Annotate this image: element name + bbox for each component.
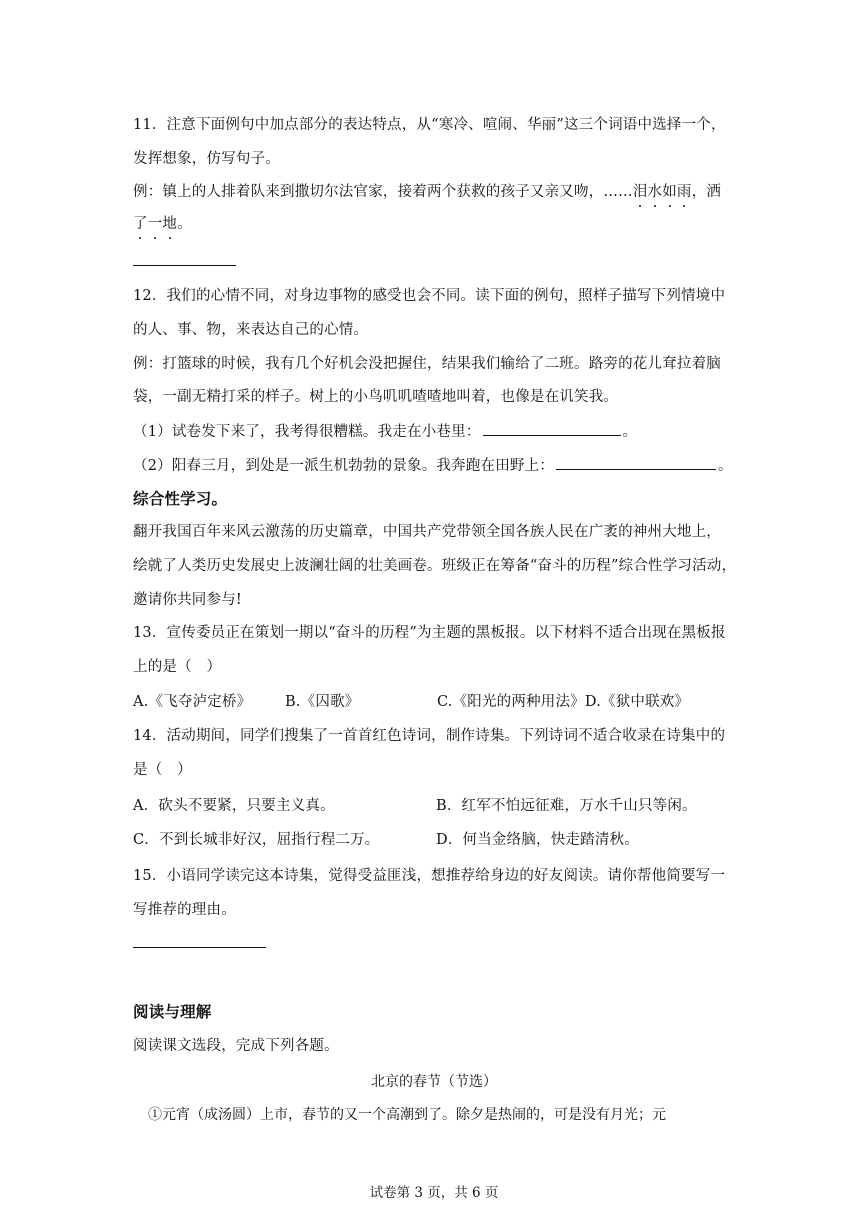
q13-options — [133, 690, 689, 711]
emphasis-dot — [139, 237, 141, 239]
q12-item2-text: （2）阳春三月，到处是一派生机勃勃的景象。我奔跑在田野上： — [133, 458, 555, 474]
passage-line1: ①元宵（成汤圆）上市，春节的又一个高潮到了。除夕是热闹的，可是没有月光；元 — [148, 1107, 666, 1123]
q11-example-cont — [133, 212, 192, 233]
q14-line1: 14．活动期间，同学们搜集了一首首红色诗词，制作诗集。下列诗词不适合收录在诗集中的 — [133, 728, 726, 744]
q12-item1-blank[interactable] — [483, 421, 621, 436]
q12-item1-end: 。 — [622, 424, 638, 440]
emphasis-dot — [669, 205, 671, 207]
q12-item1-text: （1）试卷发下来了，我考得很糟糕。我走在小巷里： — [133, 424, 481, 440]
q14-line2: 是（ ） — [133, 762, 192, 778]
q14-option-d[interactable]: D．何当金络脑，快走踏清秋。 — [436, 832, 639, 848]
q12-item1 — [133, 420, 637, 441]
section-heading-reading: 阅读与理解 — [133, 1002, 212, 1021]
q11-example-end: 。 — [177, 216, 192, 232]
q12-line2: 的人、事、物，来表达自己的心情。 — [133, 322, 369, 338]
q11-line2: 发挥想象，仿写句子。 — [133, 151, 280, 167]
section1-p3: 邀请你共同参与! — [133, 592, 242, 608]
q11-line1: 11．注意下面例句中加点部分的表达特点，从“寒冷、喧闹、华丽”这三个词语中选择一个， — [133, 117, 726, 133]
emphasis-dot — [154, 237, 156, 239]
q11-example-mid: ，洒 — [691, 184, 722, 200]
dotted-char: 雨 — [677, 184, 692, 200]
q15-answer-line[interactable] — [133, 947, 266, 948]
q14-option-b[interactable]: B．红军不怕远征难，万水千山只等闲。 — [436, 798, 697, 814]
q13-option-c[interactable]: C.《阳光的两种用法》 — [437, 694, 585, 710]
q11-example-text: 例：镇上的人排着队来到撒切尔法官家，接着两个获救的孩子又亲又吻，…… — [133, 184, 633, 200]
q12-example-line2: 袋，一副无精打采的样子。树上的小鸟叽叽喳喳地叫着，也像是在讥笑我。 — [133, 389, 619, 405]
emphasis-dot — [654, 205, 656, 207]
dotted-char: 水 — [648, 184, 663, 200]
q13-line2: 上的是（ ） — [133, 659, 222, 675]
dotted-char: 如 — [662, 184, 677, 200]
q15-line1: 15．小语同学读完这本诗集，觉得受益匪浅，想推荐给身边的好友阅读。请你帮他简要写一 — [133, 868, 726, 884]
section1-p1: 翻开我国百年来风云激荡的历史篇章，中国共产党带领全国各族人民在广袤的神州大地上， — [133, 524, 721, 540]
q14-option-c[interactable]: C．不到长城非好汉，屈指行程二万。 — [133, 832, 380, 848]
q12-item2-end: 。 — [718, 458, 733, 474]
page-footer: 试卷第 3 页，共 6 页 — [369, 1185, 499, 1201]
q12-item2 — [133, 454, 733, 475]
dotted-char: 一 — [148, 216, 163, 232]
q14-option-a[interactable]: A．砍头不要紧，只要主义真。 — [133, 798, 335, 814]
q13-option-b[interactable]: B.《囚歌》 — [285, 694, 360, 710]
emphasis-dot — [639, 205, 641, 207]
dotted-char: 了 — [133, 216, 148, 232]
q12-line1: 12．我们的心情不同，对身边事物的感受也会不同。读下面的例句，照样子描写下列情境中 — [133, 288, 726, 304]
q12-item2-blank[interactable] — [556, 455, 716, 470]
dotted-char: 地 — [162, 216, 177, 232]
q11-example — [133, 180, 721, 201]
emphasis-dot — [683, 205, 685, 207]
section-heading-comprehensive: 综合性学习。 — [133, 489, 228, 508]
q12-example-line1: 例：打篮球的时候，我有几个好机会没把握住，结果我们输给了二班。路旁的花儿耷拉着脑 — [133, 356, 721, 372]
q13-line1: 13．宣传委员正在策划一期以“奋斗的历程”为主题的黑板报。以下材料不适合出现在黑板报 — [133, 625, 726, 641]
q13-option-a[interactable]: A.《飞夺泸定桥》 — [133, 694, 252, 710]
passage-title: 北京的春节（节选） — [371, 1074, 497, 1090]
section1-p2: 绘就了人类历史发展史上波澜壮阔的壮美画卷。班级正在筹备“奋斗的历程”综合性学习活动， — [133, 558, 737, 574]
dotted-char: 泪 — [633, 184, 648, 200]
q15-line2: 写推荐的理由。 — [133, 902, 236, 918]
q11-answer-line[interactable] — [133, 265, 236, 266]
reading-intro: 阅读课文选段，完成下列各题。 — [133, 1038, 339, 1054]
q13-option-d[interactable]: D.《狱中联欢》 — [584, 694, 690, 710]
emphasis-dot — [169, 237, 171, 239]
